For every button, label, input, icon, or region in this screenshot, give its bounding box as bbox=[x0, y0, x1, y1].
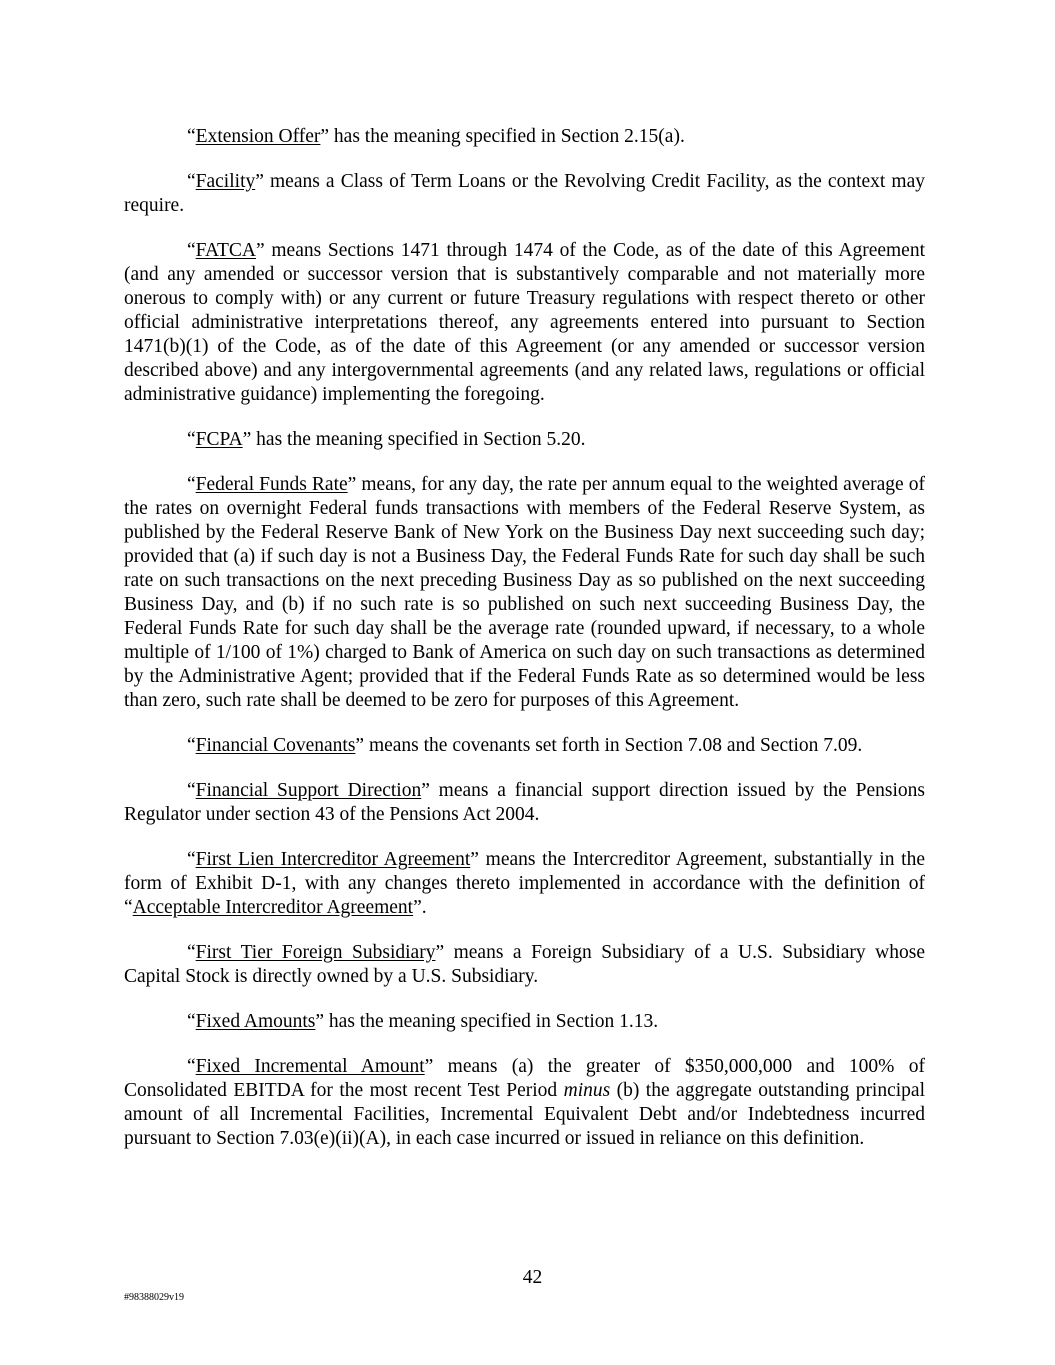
page-number: 42 bbox=[522, 1267, 543, 1288]
defined-term: First Tier Foreign Subsidiary bbox=[195, 942, 436, 963]
definition-financial-support-direction: “Financial Support Direction” means a financial support direction issued by the Pensions Regulator under section 43 of the Pensions Act 2004. bbox=[124, 780, 925, 825]
defined-term: FCPA bbox=[195, 429, 243, 450]
defined-term: FATCA bbox=[195, 240, 256, 261]
definition-extension-offer: “Extension Offer” has the meaning specified in Section 2.15(a). bbox=[187, 126, 685, 147]
definition-first-lien-intercreditor-agreement: “First Lien Intercreditor Agreement” means the Intercreditor Agreement, substantially in the form of Exhibit D-1, with any changes thereto implemented in accordance with the definition of “Acceptable Intercreditor Agreement”. bbox=[124, 849, 925, 918]
defined-term: First Lien Intercreditor Agreement bbox=[195, 849, 471, 870]
definition-fixed-incremental-amount: “Fixed Incremental Amount” means (a) the greater of $350,000,000 and 100% of Consolidated EBITDA for the most recent Test Period minus (b) the aggregate outstanding principal amount of all Incremental Facilities, Incremental Equivalent Debt and/or Indebtedness incurred pursuant to Section 7.03(e)(ii)(A), in each case incurred or issued in reliance on this definition. bbox=[124, 1056, 925, 1149]
defined-term: Federal Funds Rate bbox=[195, 474, 348, 495]
defined-term: Extension Offer bbox=[195, 126, 321, 147]
defined-term: Fixed Incremental Amount bbox=[195, 1056, 425, 1077]
definition-fixed-amounts: “Fixed Amounts” has the meaning specified in Section 1.13. bbox=[187, 1011, 659, 1032]
italic-word: minus bbox=[563, 1080, 611, 1101]
defined-term: Facility bbox=[195, 171, 256, 192]
definition-fcpa: “FCPA” has the meaning specified in Section 5.20. bbox=[187, 429, 586, 450]
definition-fatca: “FATCA” means Sections 1471 through 1474 of the Code, as of the date of this Agreement (and any amended or successor version that is substantively comparable and not materially more onerous to comply with) or any current or future Treasury regulations with respect thereto or other official administrative interpretations thereof, any agreements entered into pursuant to Section 1471(b)(1) of the Code, as of the date of this Agreement (or any amended or successor version described above) and any intergovernmental agreements (and any related laws, regulations or official administrative guidance) implementing the foregoing. bbox=[124, 240, 925, 405]
definition-first-tier-foreign-subsidiary: “First Tier Foreign Subsidiary” means a Foreign Subsidiary of a U.S. Subsidiary whose Capital Stock is directly owned by a U.S. Subsidiary. bbox=[124, 942, 925, 987]
definitions-section bbox=[124, 125, 925, 1172]
defined-term: Financial Covenants bbox=[195, 735, 356, 756]
defined-term: Financial Support Direction bbox=[195, 780, 422, 801]
document-id: #98388029v19 bbox=[124, 1292, 184, 1303]
cross-referenced-term: Acceptable Intercreditor Agreement bbox=[132, 897, 414, 918]
defined-term: Fixed Amounts bbox=[195, 1011, 316, 1032]
definition-facility: “Facility” means a Class of Term Loans or the Revolving Credit Facility, as the context may require. bbox=[124, 171, 925, 216]
definition-financial-covenants: “Financial Covenants” means the covenants set forth in Section 7.08 and Section 7.09. bbox=[187, 735, 863, 756]
definition-federal-funds-rate: “Federal Funds Rate” means, for any day, the rate per annum equal to the weighted average of the rates on overnight Federal funds transactions with members of the Federal Reserve System, as published by the Federal Reserve Bank of New York on the Business Day next succeeding such day; provided that (a) if such day is not a Business Day, the Federal Funds Rate for such day shall be such rate on such transactions on the next preceding Business Day as so published on the next succeeding Business Day, and (b) if no such rate is so published on such next succeeding Business Day, the Federal Funds Rate for such day shall be the average rate (rounded upward, if necessary, to a whole multiple of 1/100 of 1%) charged to Bank of America on such day on such transactions as determined by the Administrative Agent; provided that if the Federal Funds Rate as so determined would be less than zero, such rate shall be deemed to be zero for purposes of this Agreement. bbox=[124, 474, 925, 711]
